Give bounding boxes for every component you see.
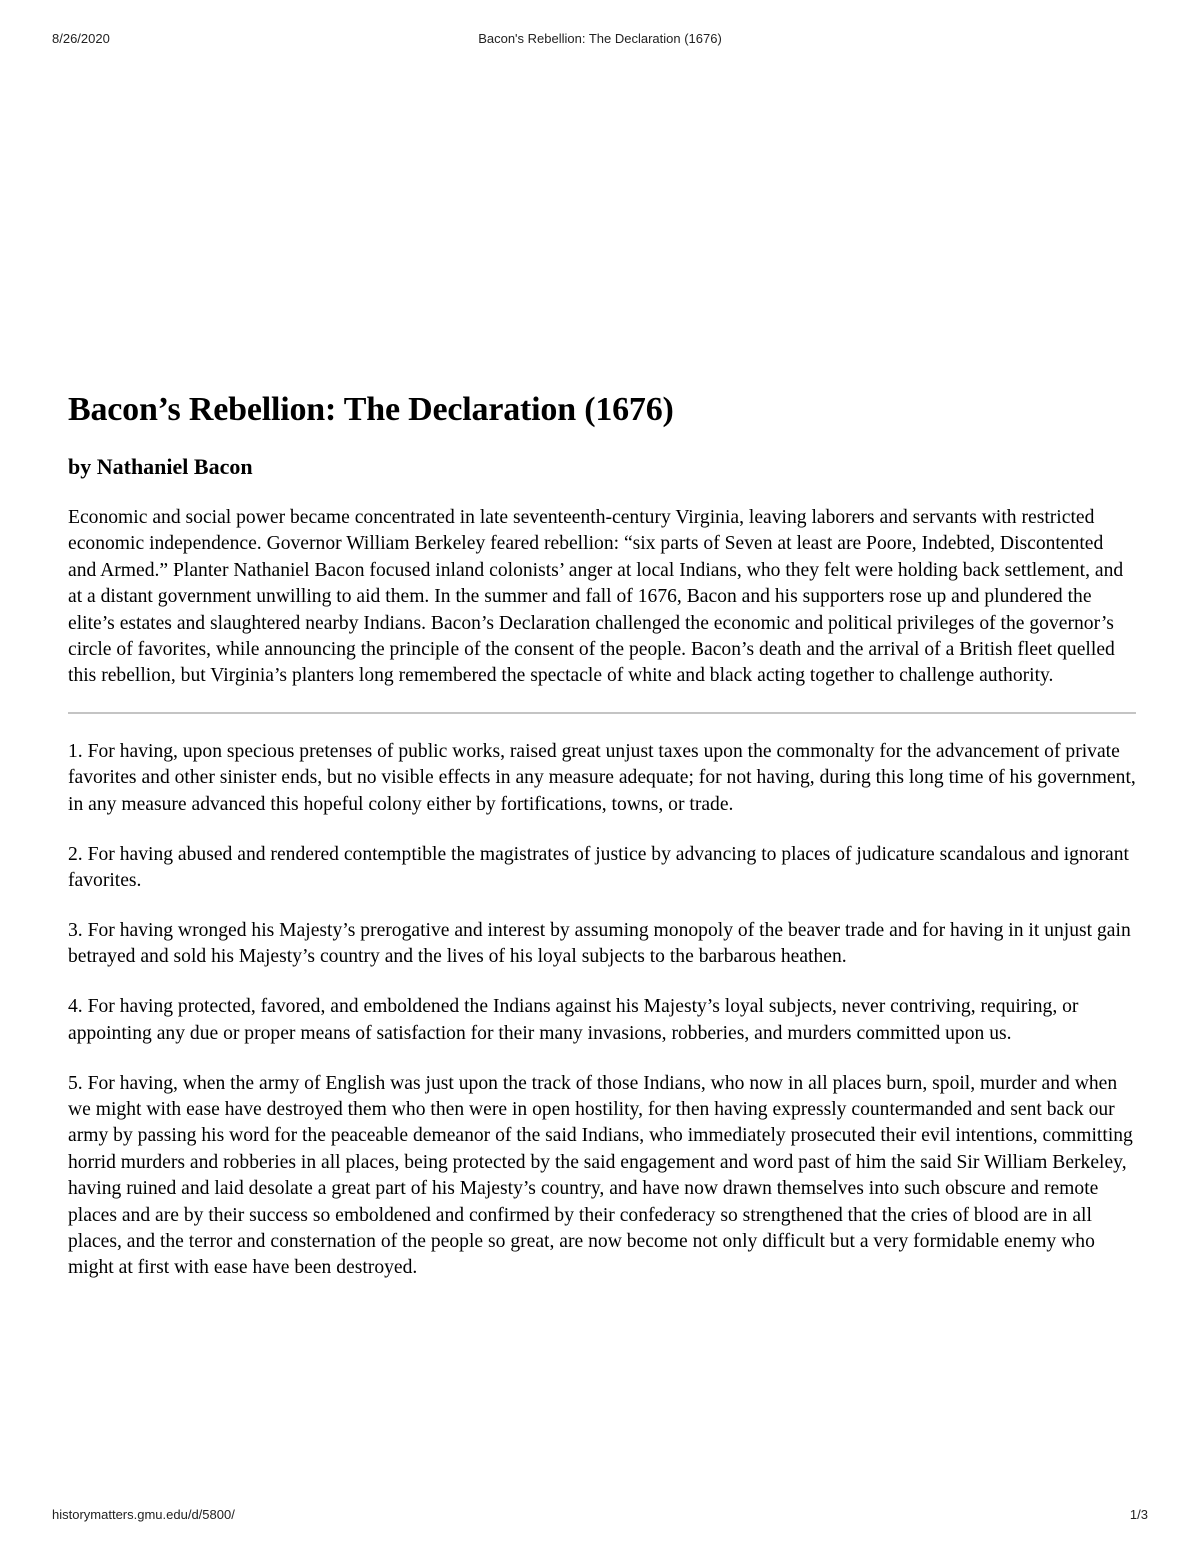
page-number: 1/3 — [1129, 1507, 1148, 1522]
print-page-title: Bacon's Rebellion: The Declaration (1676) — [478, 31, 722, 46]
article-5: 5. For having, when the army of English was just upon the track of those Indians, who now in all places burn, spoil, murder and when we might with ease have destroyed them who then were in open hostility, for then having expressly countermanded and sent back our army by passing his word for the peaceable demeanor of the said Indians, who immediately prosecuted their evil intentions, committing horrid murders and robberies in all places, being protected by the said engagement and word past of him the said Sir William Berkeley, having ruined and laid desolate a great part of his Majesty’s country, and have now drawn themselves into such obscure and remote places and are by their success so emboldened and confirmed by their confederacy so strengthened that the cries of blood are in all places, and the terror and consternation of the people so great, are now become not only difficult but a very formidable enemy who might at first with ease have been destroyed. — [68, 1072, 1133, 1279]
document-content — [68, 388, 1136, 1305]
print-footer — [52, 1507, 1148, 1527]
intro-paragraph: Economic and social power became concentrated in late seventeenth-century Virginia, leaving laborers and servants with restricted economic independence. Governor William Berkeley feared rebellion: “six parts of Seven at least are Poore, Indebted, Discontented and Armed.” Planter Nathaniel Bacon focused inland colonists’ anger at local Indians, who they felt were holding back settlement, and at a distant government unwilling to aid them. In the summer and fall of 1676, Bacon and his supporters rose up and plundered the elite’s estates and slaughtered nearby Indians. Bacon’s Declaration challenged the economic and political privileges of the governor’s circle of favorites, while announcing the principle of the consent of the people. Bacon’s death and the arrival of a British fleet quelled this rebellion, but Virginia’s planters long remembered the spectacle of white and black acting together to challenge authority. — [68, 507, 1124, 687]
print-header — [52, 31, 1148, 51]
article-1: 1. For having, upon specious pretenses of public works, raised great unjust taxes upon the commonalty for the advancement of private favorites and other sinister ends, but no visible effects in any measure adequate; for not having, during this long time of his government, in any measure advanced this hopeful colony either by fortifications, towns, or trade. — [68, 740, 1136, 815]
source-url: historymatters.gmu.edu/d/5800/ — [52, 1507, 235, 1522]
print-date: 8/26/2020 — [52, 31, 110, 46]
section-divider — [68, 712, 1136, 714]
declaration-articles — [68, 739, 1136, 1282]
article-3: 3. For having wronged his Majesty’s prerogative and interest by assuming monopoly of the beaver trade and for having in it unjust gain betrayed and sold his Majesty’s country and the lives of his loyal subjects to the barbarous heathen. — [68, 919, 1131, 968]
document-byline: by Nathaniel Bacon — [68, 454, 253, 479]
article-2: 2. For having abused and rendered contemptible the magistrates of justice by advancing to places of judicature scandalous and ignorant favorites. — [68, 843, 1129, 891]
document-title: Bacon’s Rebellion: The Declaration (1676) — [68, 391, 674, 428]
article-4: 4. For having protected, favored, and emboldened the Indians against his Majesty’s loyal subjects, never contriving, requiring, or appointing any due or proper means of satisfaction for their many invasions, robberies, and murders committed upon us. — [68, 996, 1079, 1044]
